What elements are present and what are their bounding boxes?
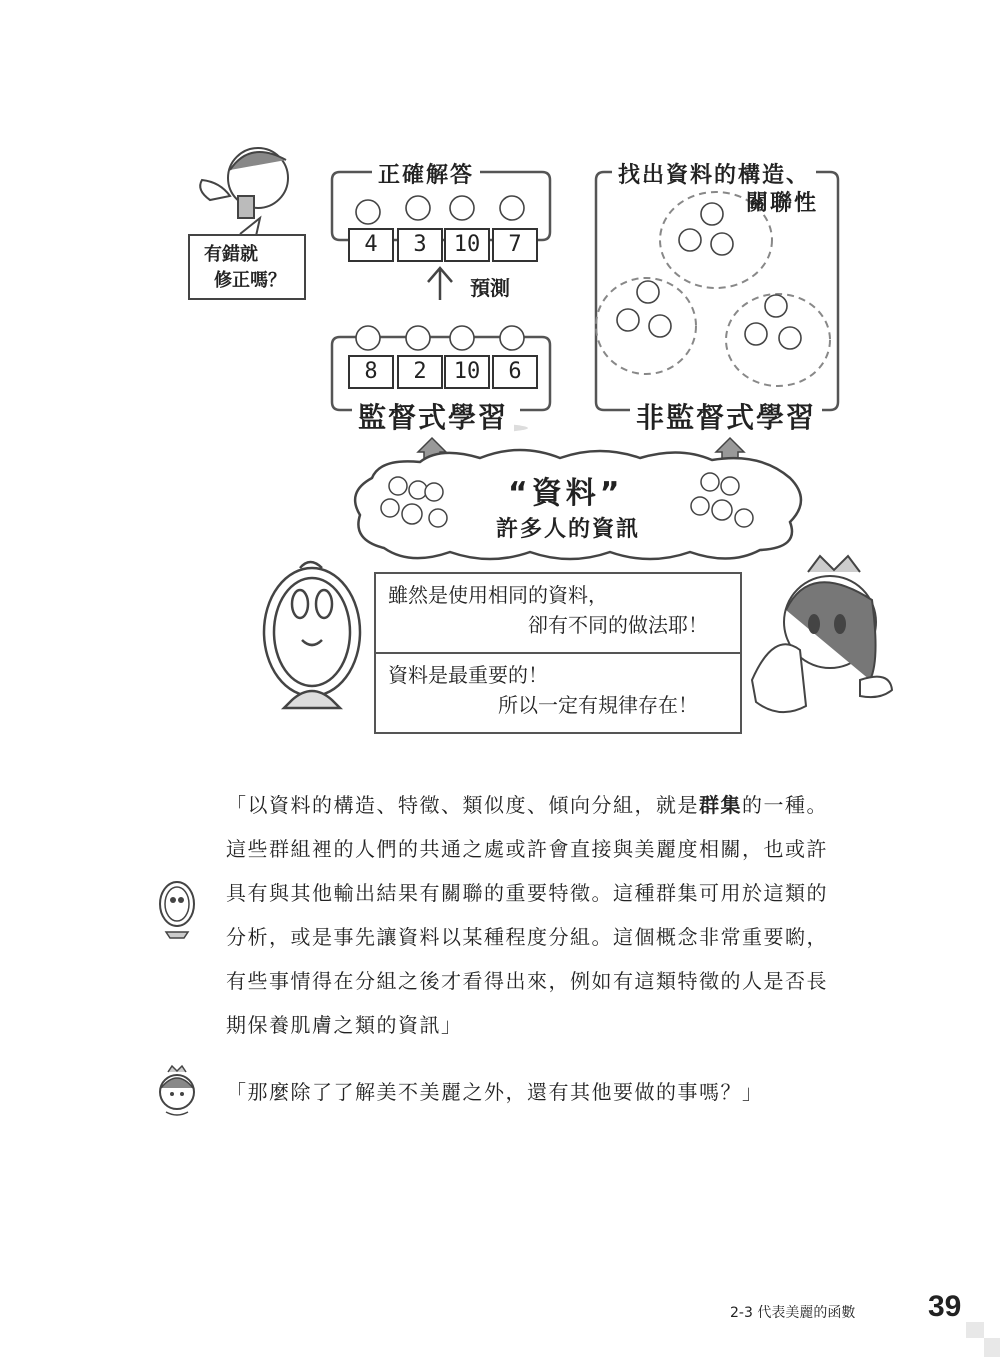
paragraph-mirror — [226, 783, 906, 1047]
supervised-learning-title: 監督式學習 — [352, 396, 514, 436]
paragraph-line-5: 有些事情得在分組之後才看得出來，例如有這類特徵的人是否長 — [226, 969, 828, 993]
answer-card: 4 — [348, 228, 394, 262]
structure-label-line1: 找出資料的構造、 — [612, 158, 816, 189]
mirror-speech-bubble — [374, 652, 742, 734]
princess-speech-line1: 雖然是使用相同的資料， — [388, 583, 608, 607]
structure-label-line2: 關聯性 — [746, 191, 819, 216]
mirror-speech-line2: 所以一定有規律存在！ — [498, 693, 698, 717]
input-card: 6 — [492, 355, 538, 389]
mirror-speech-line1: 資料是最重要的！ — [388, 663, 548, 687]
question-bubble-line2: 修正嗎？ — [214, 270, 286, 291]
data-cloud-title: “資料” — [508, 476, 624, 511]
paragraph-princess — [226, 1070, 906, 1114]
paragraph-princess-line: 「那麼除了了解美不美麗之外，還有其他要做的事嗎？」 — [226, 1080, 764, 1104]
mirror-avatar-icon — [154, 876, 200, 942]
princess-speech-line2: 卻有不同的做法耶！ — [528, 613, 708, 637]
paragraph-line-6: 期保養肌膚之類的資訊」 — [226, 1013, 463, 1037]
input-card: 8 — [348, 355, 394, 389]
question-bubble-line1: 有錯就 — [204, 244, 258, 265]
paragraph-line-1b: 的一種。 — [742, 793, 828, 817]
question-bubble — [188, 234, 306, 300]
data-cloud-subtitle: 許多人的資訊 — [496, 517, 641, 542]
paragraph-line-2: 這些群組裡的人們的共通之處或許會直接與美麗度相關，也或許 — [226, 837, 828, 861]
corner-mark — [966, 1322, 984, 1338]
corner-mark — [984, 1338, 1000, 1357]
page-number: 39 — [928, 1290, 962, 1323]
paragraph-line-4: 分析，或是事先讓資料以某種程度分組。這個概念非常重要喲， — [226, 925, 828, 949]
answer-card: 3 — [397, 228, 443, 262]
princess-speech-bubble — [374, 572, 742, 654]
princess-avatar-icon — [154, 1062, 200, 1120]
footer-section-title: 2-3 代表美麗的函數 — [730, 1305, 856, 1321]
paragraph-line-3: 具有與其他輸出結果有關聯的重要特徵。這種群集可用於這類的 — [226, 881, 828, 905]
correct-answer-label: 正確解答 — [372, 158, 480, 189]
answer-card: 10 — [444, 228, 490, 262]
prediction-label: 預測 — [470, 276, 510, 300]
paragraph-line — [226, 783, 906, 827]
answer-card: 7 — [492, 228, 538, 262]
keyword-clustering: 群集 — [699, 793, 742, 817]
input-card: 10 — [444, 355, 490, 389]
input-card: 2 — [397, 355, 443, 389]
paragraph-line-1a: 「以資料的構造、特徵、類似度、傾向分組，就是 — [226, 793, 699, 817]
unsupervised-learning-title: 非監督式學習 — [630, 396, 822, 436]
